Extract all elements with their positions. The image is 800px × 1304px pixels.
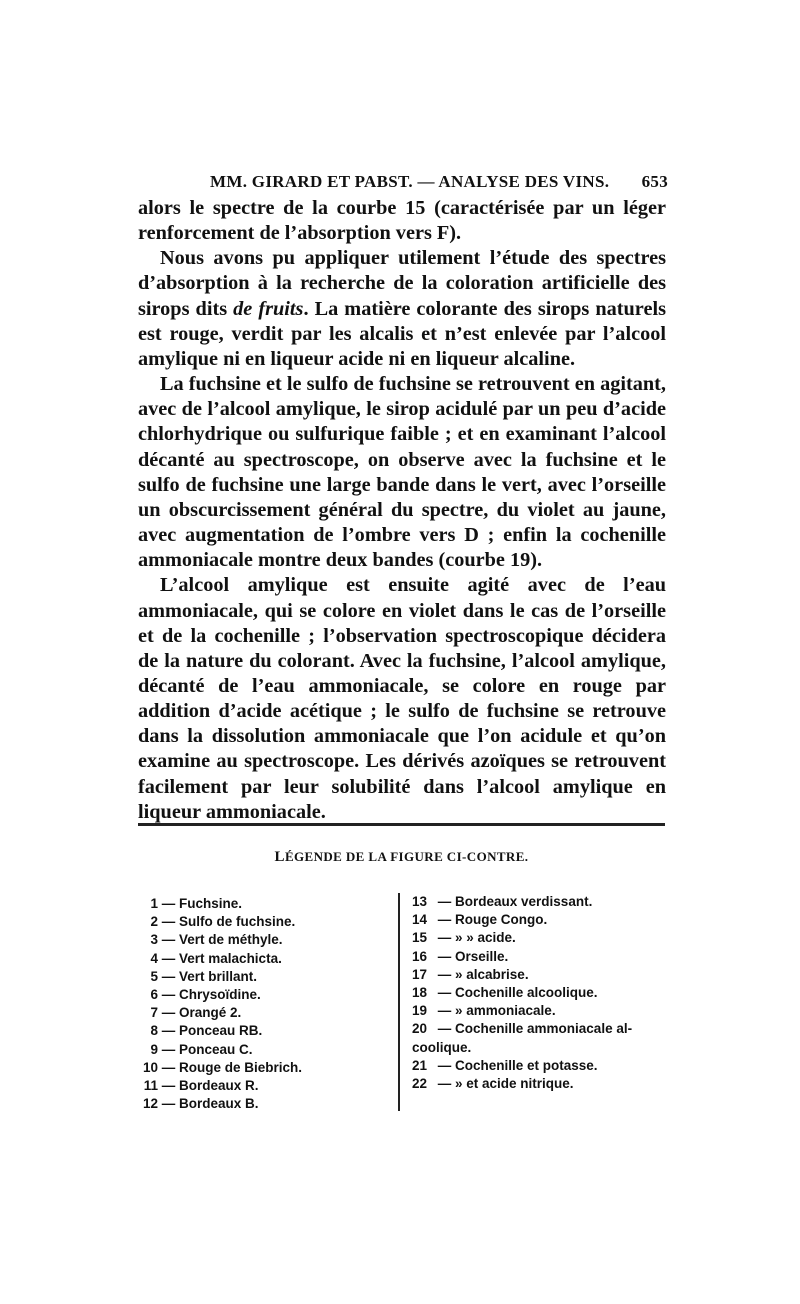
legend-entry: [412, 984, 674, 1002]
legend-entry-number: 14: [412, 912, 428, 928]
legend-entry-text: — Bordeaux verdissant.: [437, 894, 593, 909]
legend-entry-number: 17: [412, 966, 428, 982]
legend-title-rest: ÉGENDE DE LA FIGURE CI-CONTRE.: [284, 849, 529, 864]
running-title: MM. GIRARD ET PABST. — ANALYSE DES VINS.: [210, 172, 610, 191]
legend-right-column: [412, 893, 674, 1093]
legend-entry: [412, 911, 674, 929]
legend-entry-number: 22: [412, 1076, 428, 1092]
legend-entry: [412, 1020, 674, 1038]
paragraph-2: [138, 246, 666, 372]
legend-entry: [412, 929, 674, 947]
legend-entry: [136, 1041, 391, 1059]
legend-entry-number: 10: [142, 1059, 158, 1075]
legend-entry-text: — Bordeaux R.: [161, 1078, 259, 1094]
legend-entry-number: 19: [412, 1003, 428, 1019]
legend-entry: [136, 1077, 391, 1095]
legend-entry-text: — Chrysoïdine.: [161, 987, 261, 1003]
legend-entry-number: 11: [143, 1078, 158, 1094]
legend-entry-number: 4: [150, 950, 158, 966]
legend-entry: [412, 948, 674, 966]
legend-entry-number: 5: [150, 968, 158, 984]
legend-entry-number: 8: [150, 1023, 158, 1039]
legend-entry-number: 12: [142, 1096, 158, 1112]
legend-column-divider: [398, 893, 400, 1111]
legend-title: [138, 849, 665, 866]
legend-entry-text: — Vert malachicta.: [161, 950, 282, 966]
legend-entry: [412, 1075, 674, 1093]
legend-entry-text: — Ponceau RB.: [161, 1023, 263, 1039]
legend-entry: [412, 966, 674, 984]
legend-entry-number: 18: [412, 985, 428, 1001]
paragraph-3: La fuchsine et le sulfo de fuchsine se retrouvent en agitant, avec de l’alcool amylique, le sirop acidulé par un peu d’acide chlorhydrique ou sulfurique faible ; et en examinant l’alcool décanté au spectroscope, on observe avec la fuchsine et le sulfo de fuchsine une large bande dans le vert, avec l’orseille un obscurcissement général du spectre, du violet au jaune, avec augmentation de l’ombre vers D ; enfin la cochenille ammoniacale montre deux bandes (courbe 19).: [138, 373, 666, 572]
legend-entry-text: coolique.: [412, 1039, 472, 1055]
paragraph-2-end: . La matière colorante des sirops naturels est rouge, verdit par les alcalis et n’est enlevée par l’alcool amylique ni en liqueur acide ni en liqueur alcaline.: [138, 297, 666, 370]
legend-entry-number: 2: [150, 914, 158, 930]
legend-entry-text: — Sulfo de fuchsine.: [161, 914, 296, 930]
legend-entry-number: 7: [150, 1005, 158, 1021]
running-header: [138, 168, 668, 194]
paragraph-2-italic: de fruits: [233, 297, 304, 320]
legend-entry-text: — Orangé 2.: [161, 1005, 242, 1021]
legend-entry: [136, 913, 391, 931]
legend-entry: [136, 968, 391, 986]
legend-entry: [412, 1057, 674, 1075]
section-rule: [138, 823, 665, 826]
legend-entry-number: 6: [150, 987, 158, 1003]
legend-entry-text: — Cochenille alcoolique.: [437, 985, 598, 1001]
paragraph-2-start: Nous avons pu appliquer utilement l’étude des spectres d’absorption à la recherche de la coloration artificielle des sirops dits: [138, 247, 666, 320]
legend-entry: [136, 950, 391, 968]
legend-entry: [136, 895, 391, 913]
paragraph-1: alors le spectre de la courbe 15 (caractérisée par un léger renforcement de l’absorption vers F).: [138, 197, 666, 245]
legend-entry-text: — Fuchsine.: [161, 896, 243, 911]
legend-entry-number: 16: [412, 948, 428, 964]
legend-entry-text: — » et acide nitrique.: [437, 1076, 574, 1092]
legend-entry-continuation: [412, 1039, 674, 1057]
legend-entry: [136, 931, 391, 949]
paragraph-4: L’alcool amylique est ensuite agité avec de l’eau ammoniacale, qui se colore en violet dans le cas de l’orseille et de la cochenille ; l’observation spectroscopique décidera de la nature du colorant. Avec la fuchsine, l’alcool amylique, décanté de l’eau ammoniacale, se colore en rouge par addition d’acide acétique ; le sulfo de fuchsine se retrouve dans la dissolution ammoniacale que l’on acidule et qu’on examine au spectroscope. Les dérivés azoïques se retrouvent facilement par leur solubilité dans l’alcool amylique en liqueur ammoniacale.: [138, 574, 666, 823]
legend-entry-text: — Vert de méthyle.: [161, 932, 283, 948]
legend-entry-number: 15: [412, 930, 428, 946]
legend-entry: [136, 1004, 391, 1022]
legend-left-column: [136, 895, 391, 1113]
legend-entry-text: — » ammoniacale.: [437, 1003, 556, 1019]
legend-entry-text: — Cochenille ammoniacale al-: [437, 1021, 633, 1037]
legend-entry-text: — Orseille.: [437, 948, 509, 964]
main-text: [138, 196, 666, 825]
page-number: 653: [641, 172, 668, 191]
legend-entry: [412, 1002, 674, 1020]
legend-title-lead: L: [274, 849, 285, 865]
legend-entry-text: — Rouge de Biebrich.: [161, 1059, 303, 1075]
legend-entry-number: 21: [412, 1057, 428, 1073]
legend-entry: [136, 986, 391, 1004]
legend-entry-text: — » alcabrise.: [437, 966, 529, 982]
legend-entry-number: 20: [412, 1021, 428, 1037]
legend-entry-text: — Ponceau C.: [161, 1041, 253, 1057]
legend-entry-text: — Bordeaux B.: [161, 1096, 259, 1112]
legend-entry-number: 9: [150, 1041, 158, 1057]
legend-entry: [136, 1095, 391, 1113]
legend-entry: [136, 1022, 391, 1040]
legend-entry-text: — » » acide.: [437, 930, 516, 946]
legend-entry-text: — Vert brillant.: [161, 968, 258, 984]
legend-entry-number: 3: [150, 932, 158, 948]
legend-entry-number: 13: [412, 894, 428, 909]
legend-entry: [412, 893, 674, 911]
legend-entry-text: — Cochenille et potasse.: [437, 1057, 598, 1073]
legend-entry-text: — Rouge Congo.: [437, 912, 548, 928]
legend-entry: [136, 1059, 391, 1077]
legend-entry-number: 1: [150, 896, 158, 911]
